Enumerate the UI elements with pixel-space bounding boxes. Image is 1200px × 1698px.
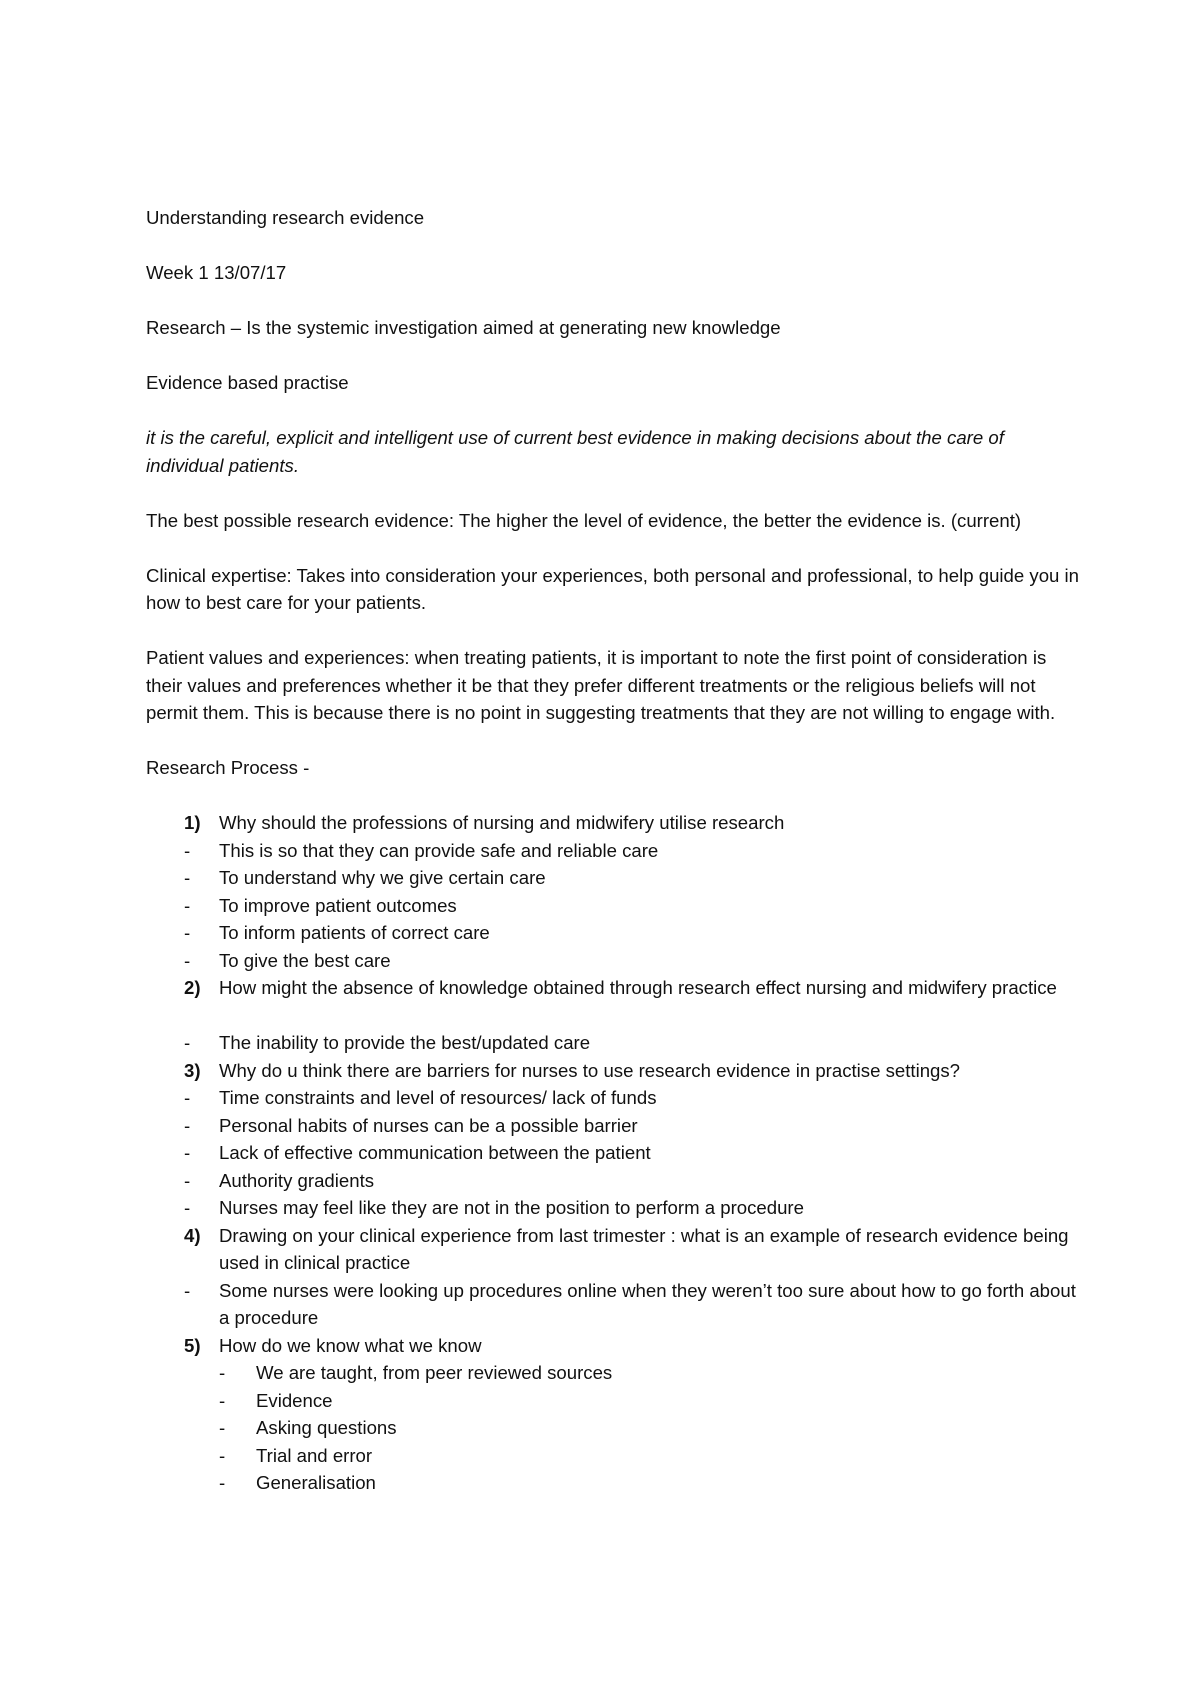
list-item <box>146 1084 1081 1112</box>
list-item-text: To improve patient outcomes <box>219 894 457 916</box>
research-process-list <box>146 809 1081 1497</box>
research-definition: Research – Is the systemic investigation aimed at generating new knowledge <box>146 317 781 338</box>
list-item-text: To understand why we give certain care <box>219 867 546 888</box>
list-item-text: Lack of effective communication between the patient <box>219 1142 651 1163</box>
list-item <box>146 1139 1081 1167</box>
ebp-heading: Evidence based practise <box>146 372 349 393</box>
list-bullet: - <box>184 922 191 943</box>
list-bullet: - <box>184 839 191 861</box>
document-title: Understanding research evidence <box>146 207 425 228</box>
list-item-text: Some nurses were looking up procedures online when they weren’t too sure about how to go forth about a procedure <box>219 1279 1076 1328</box>
sub-list-item <box>146 1414 1081 1442</box>
list-item <box>146 1222 1081 1277</box>
list-number: 1) <box>184 812 201 833</box>
list-item-text: How might the absence of knowledge obtained through research effect nursing and midwifery practice <box>219 977 1057 998</box>
best-evidence-paragraph: The best possible research evidence: The higher the level of evidence, the better the evidence is. (current) <box>146 509 1022 531</box>
list-bullet: - <box>219 1444 226 1466</box>
list-number: 3) <box>184 1059 201 1081</box>
sub-list-item <box>146 1387 1081 1415</box>
list-item-text: Drawing on your clinical experience from last trimester : what is an example of research evidence being used in clinical practice <box>219 1224 1069 1273</box>
list-bullet: - <box>184 1032 191 1053</box>
list-bullet: - <box>184 1142 191 1163</box>
list-item <box>146 947 1081 975</box>
list-bullet: - <box>184 1169 191 1191</box>
list-bullet: - <box>219 1389 226 1411</box>
sub-list-item <box>146 1469 1081 1497</box>
list-item <box>146 1332 1081 1360</box>
research-process-heading: Research Process - <box>146 757 310 778</box>
list-item <box>146 837 1081 865</box>
list-item-text: Asking questions <box>256 1417 397 1438</box>
list-bullet: - <box>184 894 191 916</box>
list-item <box>146 1057 1081 1085</box>
list-item <box>146 892 1081 920</box>
list-item-text: Evidence <box>256 1389 333 1411</box>
list-bullet: - <box>184 1087 191 1108</box>
list-item-text: Time constraints and level of resources/ lack of funds <box>219 1087 657 1108</box>
list-item-text: To inform patients of correct care <box>219 922 490 943</box>
list-item-text: This is so that they can provide safe and reliable care <box>219 839 659 861</box>
list-item-text: How do we know what we know <box>219 1334 482 1356</box>
list-bullet: - <box>219 1472 226 1493</box>
list-item-text: The inability to provide the best/updated care <box>219 1032 591 1053</box>
list-bullet: - <box>219 1417 226 1438</box>
list-item-text: We are taught, from peer reviewed sources <box>256 1362 613 1383</box>
document-body <box>146 204 1081 1497</box>
list-item-text: To give the best care <box>219 949 391 971</box>
list-item <box>146 974 1081 1029</box>
list-bullet: - <box>219 1362 226 1383</box>
list-item-text: Why do u think there are barriers for nurses to use research evidence in practise settings? <box>219 1059 961 1081</box>
sub-list-item <box>146 1359 1081 1387</box>
list-item-text: Nurses may feel like they are not in the position to perform a procedure <box>219 1197 804 1218</box>
list-number: 5) <box>184 1334 201 1356</box>
list-item-text: Trial and error <box>256 1444 373 1466</box>
patient-values-paragraph: Patient values and experiences: when treating patients, it is important to note the first point of consideration is their values and preferences whether it be that they prefer different treatments or the religious beliefs will not permit them. This is because there is no point in suggesting treatments that they are not willing to engage with. <box>146 647 1056 723</box>
list-item <box>146 1167 1081 1195</box>
list-bullet: - <box>184 949 191 971</box>
list-number: 2) <box>184 977 201 998</box>
list-item <box>146 1029 1081 1057</box>
ebp-definition: it is the careful, explicit and intelligent use of current best evidence in making decisions about the care of individual patients. <box>146 427 1004 476</box>
list-bullet: - <box>184 1279 191 1301</box>
list-item-text: Authority gradients <box>219 1169 375 1191</box>
list-item <box>146 864 1081 892</box>
list-item <box>146 919 1081 947</box>
list-item <box>146 809 1081 837</box>
list-item <box>146 1277 1081 1332</box>
clinical-expertise-paragraph: Clinical expertise: Takes into consideration your experiences, both personal and professional, to help guide you in how to best care for your patients. <box>146 564 1080 613</box>
list-item <box>146 1112 1081 1140</box>
list-number: 4) <box>184 1224 201 1246</box>
list-item <box>146 1194 1081 1222</box>
list-item-text: Personal habits of nurses can be a possible barrier <box>219 1114 638 1136</box>
list-item-text: Generalisation <box>256 1472 376 1493</box>
list-bullet: - <box>184 1114 191 1136</box>
week-date: Week 1 13/07/17 <box>146 262 287 283</box>
list-item-text: Why should the professions of nursing and midwifery utilise research <box>219 812 785 833</box>
list-bullet: - <box>184 867 191 888</box>
list-bullet: - <box>184 1197 191 1218</box>
sub-list-item <box>146 1442 1081 1470</box>
